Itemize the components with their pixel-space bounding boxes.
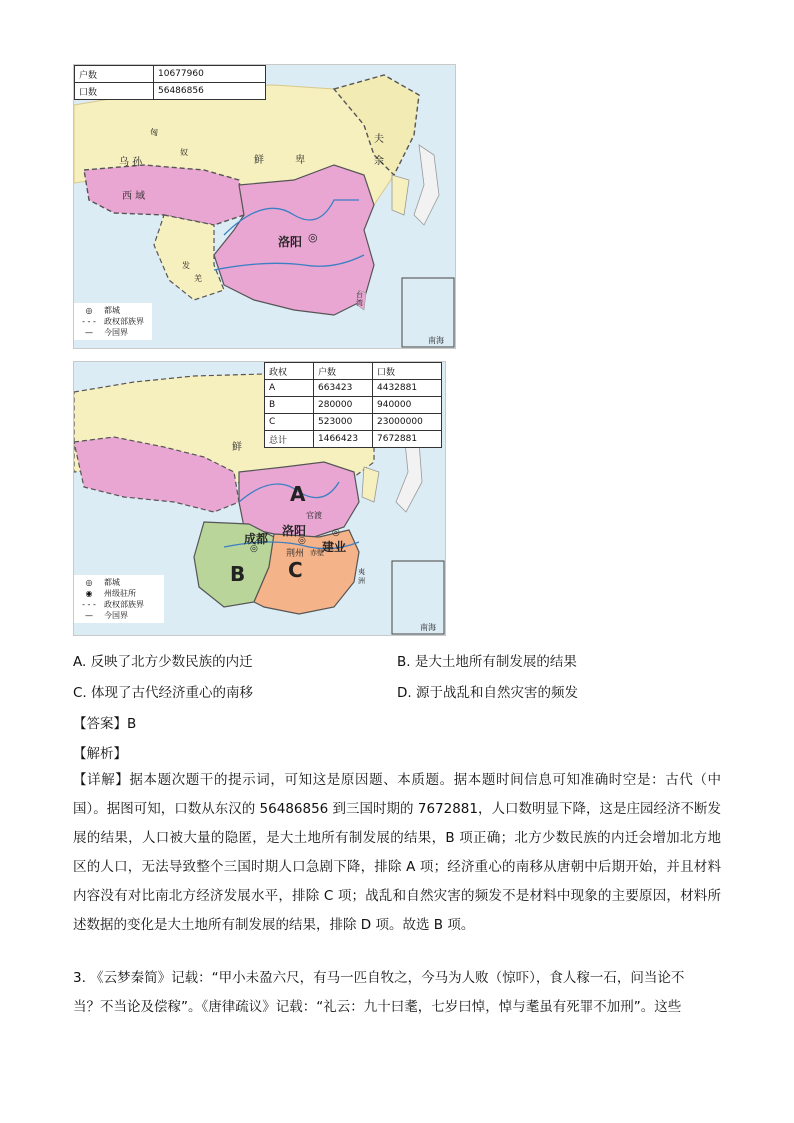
table-cell: 663423 xyxy=(314,380,373,397)
capital-icon: ◎ xyxy=(332,528,340,538)
option-b[interactable]: B. 是大土地所有制发展的结果 xyxy=(397,654,577,670)
legend-label: 都城 xyxy=(104,306,120,315)
table-row xyxy=(265,397,442,414)
table-row xyxy=(265,380,442,397)
border-line-icon: — xyxy=(85,611,93,620)
table-cell: C xyxy=(265,414,314,431)
legend-label: 州级驻所 xyxy=(104,589,136,598)
map-label-nanhai: 南海 xyxy=(428,336,444,345)
analysis-title: 【解析】 xyxy=(73,746,127,762)
table-row xyxy=(75,66,266,83)
eastern-han-map xyxy=(73,64,456,349)
legend-item xyxy=(78,327,148,338)
three-kingdoms-map xyxy=(73,361,446,636)
map2-population-table xyxy=(264,362,442,448)
map-label-chengdu: 成都 xyxy=(244,532,269,546)
map-label-taiwan: 台湾 xyxy=(356,291,363,307)
option-c[interactable]: C. 体现了古代经济重心的南移 xyxy=(73,685,254,701)
table-cell: 总计 xyxy=(265,431,314,448)
capital-icon: ◎ xyxy=(85,578,93,587)
map2-legend xyxy=(74,575,164,623)
table-cell: 523000 xyxy=(314,414,373,431)
map-label-luoyang: 洛阳 xyxy=(278,235,303,249)
table-cell: 1466423 xyxy=(314,431,373,448)
map-label-c: C xyxy=(288,558,303,582)
map2-inset xyxy=(392,561,444,634)
legend-label: 都城 xyxy=(104,578,120,587)
table-row xyxy=(265,363,442,380)
map-label-xian: 鲜 xyxy=(232,442,242,453)
table-cell: 4432881 xyxy=(373,380,442,397)
answer-line: 【答案】B xyxy=(73,716,137,732)
capital-icon: ◎ xyxy=(250,544,258,554)
legend-label: 今国界 xyxy=(104,328,128,337)
map-label-nanhai: 南海 xyxy=(420,623,436,632)
table-row xyxy=(265,431,442,448)
legend-label: 今国界 xyxy=(104,611,128,620)
table-cell: A xyxy=(265,380,314,397)
table-cell: 10677960 xyxy=(154,66,266,83)
detail-paragraph: 【详解】据本题次题干的提示词，可知这是原因题、本质题。据本题时间信息可知准确时空是：古代（中国）。据图可知，口数从东汉的 56486856 到三国时期的 7672881，人口数明显下降，这是庄园经济不断发展的结果，人口被大量的隐匿，是大土地所有制发展的结果，B 项正确；北方少数民族的内迁会增加北方地区的人口，无法导致整个三国时期人口急剧下降，排除 A 项；经济重心的南移从唐朝中后期开始，并且材料内容没有对比南北方经济发展水平，排除 C 项；战乱和自然灾害的频发不是材料中现象的主要原因，材料所述数据的变化是大土地所有制发展的结果，排除 D 项。故选 B 项。 xyxy=(73,772,721,933)
table-cell: 口数 xyxy=(75,83,154,100)
prefecture-seat-icon: ◉ xyxy=(85,589,93,598)
border-line-icon: — xyxy=(85,328,93,337)
table-cell: 7672881 xyxy=(373,431,442,448)
table-cell: 户数 xyxy=(75,66,154,83)
table-cell: 940000 xyxy=(373,397,442,414)
table-cell: 23000000 xyxy=(373,414,442,431)
map-label-a: A xyxy=(290,482,306,506)
legend-label: 政权部族界 xyxy=(104,317,144,326)
table-cell: 280000 xyxy=(314,397,373,414)
capital-icon: ◎ xyxy=(298,536,306,546)
map-label-nu: 奴 xyxy=(180,148,188,157)
legend-item xyxy=(78,316,148,327)
legend-item xyxy=(78,599,160,610)
legend-label: 政权部族界 xyxy=(104,600,144,609)
map-label-b: B xyxy=(230,562,246,586)
table-header: 政权 xyxy=(265,363,314,380)
map1-legend xyxy=(74,303,152,340)
map-label-xiyu: 西 域 xyxy=(122,191,146,202)
map-label-guandu: 官渡 xyxy=(306,511,322,520)
map-label-chibi: 赤壁 xyxy=(310,549,324,557)
question-3-line-2: 当？不当论及偿稼”。《唐律疏议》记载：“礼云：九十曰耄，七岁曰悼，悼与耄虽有死罪不加刑”。这些 xyxy=(73,999,682,1015)
map-label-qiang: 羌 xyxy=(194,274,202,283)
legend-item xyxy=(78,610,160,621)
map-label-xiong: 匈 xyxy=(150,128,158,137)
map-label-luoyang: 洛阳 xyxy=(282,524,307,538)
table-cell: B xyxy=(265,397,314,414)
map-label-xianbei: 鲜 卑 xyxy=(254,155,320,166)
map-label-fa: 发 xyxy=(182,261,190,270)
option-d[interactable]: D. 源于战乱和自然灾害的频发 xyxy=(397,685,578,701)
question-3-line-1: 3. 《云梦秦简》记载：“甲小未盈六尺，有马一匹自牧之，今马为人败（惊吓），食人稼一石，问当论不 xyxy=(73,970,685,986)
table-row xyxy=(75,83,266,100)
option-a[interactable]: A. 反映了北方少数民族的内迁 xyxy=(73,654,253,670)
table-cell: 56486856 xyxy=(154,83,266,100)
capital-icon: ◎ xyxy=(308,231,318,244)
map1-population-table xyxy=(74,65,266,100)
map-label-yizhou: 夷洲 xyxy=(358,568,365,585)
map-label-jianye: 建业 xyxy=(322,540,347,554)
map-label-jingzhou: 荆州 xyxy=(286,549,305,559)
table-header: 户数 xyxy=(314,363,373,380)
legend-item xyxy=(78,305,148,316)
legend-item xyxy=(78,577,160,588)
table-row xyxy=(265,414,442,431)
legend-item xyxy=(78,588,160,599)
capital-icon: ◎ xyxy=(85,306,93,315)
map-label-fuyu: 夫 余 xyxy=(374,134,384,167)
map-label-wusun: 乌 孙 xyxy=(119,157,143,168)
dashed-line-icon: - - - xyxy=(82,600,96,609)
table-header: 口数 xyxy=(373,363,442,380)
dashed-line-icon: - - - xyxy=(82,317,96,326)
